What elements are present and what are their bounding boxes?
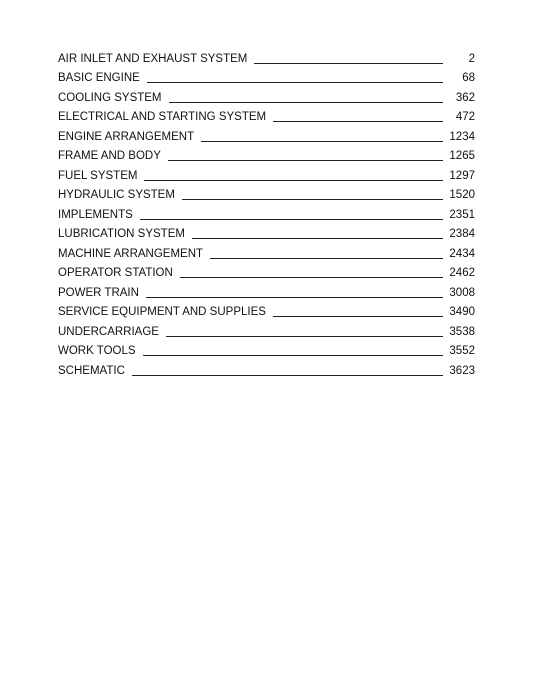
- toc-leader-line: [132, 375, 443, 376]
- toc-entry-page: 3623: [449, 364, 475, 377]
- toc-entry-implements[interactable]: [58, 202, 475, 222]
- toc-entry-lubrication-system[interactable]: [58, 222, 475, 242]
- toc-entry-title: FUEL SYSTEM: [58, 169, 138, 182]
- toc-entry-page: 2351: [449, 208, 475, 221]
- toc-entry-title: OPERATOR STATION: [58, 267, 173, 279]
- toc-entry-work-tools[interactable]: [58, 339, 475, 359]
- toc-entry-title: FRAME AND BODY: [58, 150, 161, 162]
- toc-entry-page: 3490: [449, 306, 475, 318]
- toc-entry-page: 1234: [449, 130, 475, 143]
- toc-leader-line: [146, 297, 443, 298]
- toc-entry-air-inlet-and-exhaust-system[interactable]: [58, 46, 475, 66]
- toc-entry-machine-arrangement[interactable]: [58, 241, 475, 261]
- toc-entry-title: IMPLEMENTS: [58, 208, 133, 221]
- toc-entry-title: HYDRAULIC SYSTEM: [58, 189, 175, 201]
- toc-entry-engine-arrangement[interactable]: [58, 124, 475, 144]
- toc-leader-line: [147, 82, 443, 83]
- toc-entry-page: 1520: [449, 189, 475, 201]
- toc-leader-line: [144, 180, 443, 181]
- toc-leader-line: [168, 160, 443, 161]
- toc-leader-line: [180, 277, 443, 278]
- toc-entry-title: WORK TOOLS: [58, 345, 136, 357]
- toc-entry-title: BASIC ENGINE: [58, 72, 140, 84]
- toc-entry-page: 2: [468, 52, 475, 65]
- toc-entry-title: COOLING SYSTEM: [58, 91, 162, 104]
- toc-leader-line: [254, 63, 443, 64]
- toc-entry-operator-station[interactable]: [58, 261, 475, 281]
- toc-entry-page: 2384: [449, 228, 475, 240]
- toc-leader-line: [192, 238, 443, 239]
- toc-entry-page: 1265: [449, 150, 475, 162]
- toc-entry-cooling-system[interactable]: [58, 85, 475, 105]
- toc-entry-page: 2462: [449, 267, 475, 279]
- toc-leader-line: [166, 336, 443, 337]
- toc-entry-page: 68: [462, 72, 475, 84]
- toc-entry-page: 3008: [449, 286, 475, 299]
- toc-entry-schematic[interactable]: [58, 358, 475, 378]
- toc-entry-title: ENGINE ARRANGEMENT: [58, 130, 195, 143]
- toc-entry-page: 3552: [449, 345, 475, 357]
- toc-leader-line: [143, 355, 443, 356]
- toc-entry-page: 3538: [449, 325, 475, 338]
- toc-entry-title: AIR INLET AND EXHAUST SYSTEM: [58, 52, 248, 65]
- toc-entry-title: MACHINE ARRANGEMENT: [58, 247, 204, 260]
- toc-entry-title: LUBRICATION SYSTEM: [58, 228, 185, 240]
- toc-entry-hydraulic-system[interactable]: [58, 183, 475, 203]
- toc-entry-page: 472: [455, 111, 475, 123]
- toc-entry-power-train[interactable]: [58, 280, 475, 300]
- toc-entry-title: POWER TRAIN: [58, 286, 139, 299]
- toc-entry-basic-engine[interactable]: [58, 66, 475, 86]
- toc-entry-page: 2434: [449, 247, 475, 260]
- toc-leader-line: [273, 316, 443, 317]
- toc-leader-line: [182, 199, 443, 200]
- table-of-contents: [58, 46, 475, 378]
- toc-leader-line: [169, 102, 443, 103]
- toc-entry-page: 1297: [449, 169, 475, 182]
- toc-entry-title: SCHEMATIC: [58, 364, 125, 377]
- toc-entry-electrical-and-starting-system[interactable]: [58, 105, 475, 125]
- toc-entry-title: UNDERCARRIAGE: [58, 325, 159, 338]
- toc-entry-page: 362: [455, 91, 475, 104]
- toc-leader-line: [140, 219, 443, 220]
- toc-leader-line: [210, 258, 443, 259]
- toc-entry-title: SERVICE EQUIPMENT AND SUPPLIES: [58, 306, 266, 318]
- toc-entry-title: ELECTRICAL AND STARTING SYSTEM: [58, 111, 267, 123]
- toc-leader-line: [273, 121, 443, 122]
- toc-entry-undercarriage[interactable]: [58, 319, 475, 339]
- toc-entry-service-equipment-and-supplies[interactable]: [58, 300, 475, 320]
- toc-entry-frame-and-body[interactable]: [58, 144, 475, 164]
- toc-leader-line: [201, 141, 443, 142]
- toc-entry-fuel-system[interactable]: [58, 163, 475, 183]
